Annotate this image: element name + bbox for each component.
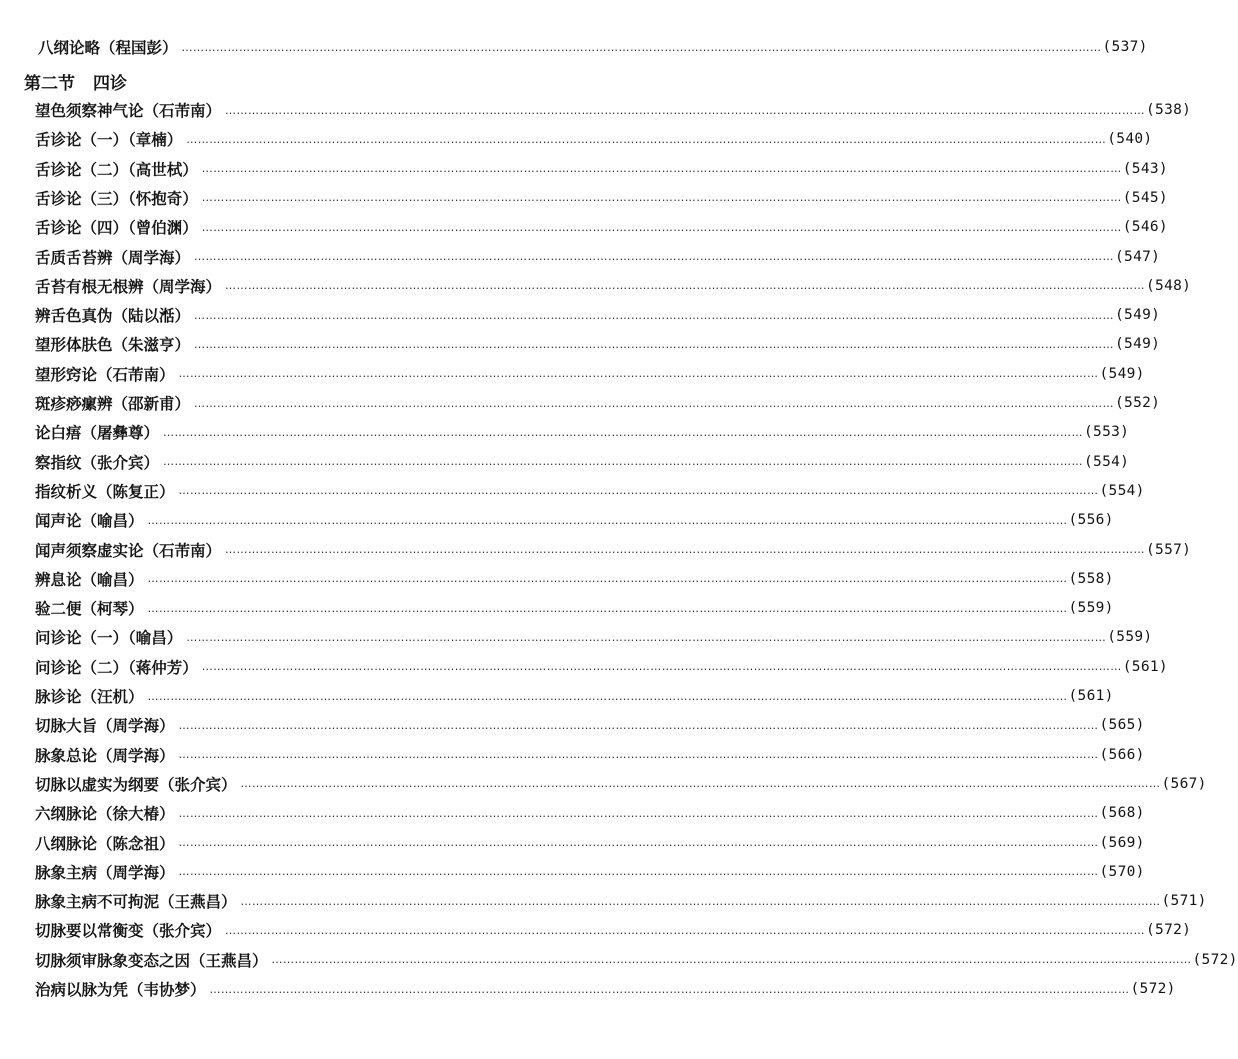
entry-title: 问诊论（二）（蒋仲芳） [35,658,198,677]
toc-entry [35,420,1130,444]
toc-entry [35,655,1168,679]
entry-title: 望形窍论（石芾南） [35,365,175,384]
entry-title: 舌诊论（三）（怀抱奇） [35,189,198,208]
entry-page-number: (568) [1099,805,1145,822]
toc-entry [35,127,1153,151]
dot-leader: …………………………………………………………………………………………………………………………………………………………………………………………………………………… [178,748,1099,762]
entry-title: 脉诊论（汪机） [35,688,144,706]
toc-entry [35,245,1161,269]
entry-title: 问诊论（一）（喻昌） [35,629,183,648]
toc-entry [35,186,1168,210]
section-title: 四诊 [93,73,127,94]
section-heading [24,66,127,96]
dot-leader: …………………………………………………………………………………………………………………………………………………………………………………………………………………… [271,953,1192,967]
dot-leader: …………………………………………………………………………………………………………………………………………………………………………………………………………………… [178,718,1099,732]
toc-entry [35,743,1145,767]
toc-entry [35,948,1238,972]
entry-page-number: (545) [1122,189,1168,206]
entry-title: 脉象主病不可拘泥（王燕昌） [35,893,237,912]
entry-page-number: (561) [1068,688,1114,704]
dot-leader: …………………………………………………………………………………………………………………………………………………………………………………………………………………… [178,865,1099,879]
entry-title: 脉象总论（周学海） [35,746,175,765]
entry-page-number: (548) [1146,277,1192,294]
dot-leader: …………………………………………………………………………………………………………………………………………………………………………………………………………………… [194,308,1115,322]
toc-entry [35,479,1145,503]
entry-title: 舌苔有根无根辨（周学海） [35,277,222,296]
dot-leader: …………………………………………………………………………………………………………………………………………………………………………………………………………………… [225,543,1146,556]
entry-title: 舌诊论（四）（曾伯渊） [35,219,198,238]
entry-title: 切脉以虚实为纲要（张介宾） [35,775,237,794]
dot-leader: …………………………………………………………………………………………………………………………………………………………………………………………………………………… [147,572,1068,586]
entry-title: 望色须察神气论（石芾南） [35,102,222,120]
toc-entry [35,977,1176,1001]
dot-leader: …………………………………………………………………………………………………………………………………………………………………………………………………………………… [147,689,1068,703]
toc-entry [35,567,1114,591]
entry-title: 八纲论略（程国彭） [38,39,178,57]
entry-page-number: (554) [1099,482,1145,499]
entry-page-number: (540) [1107,131,1153,148]
entry-page-number: (549) [1115,336,1161,353]
entry-page-number: (547) [1115,248,1161,265]
entry-page-number: (566) [1099,746,1145,763]
dot-leader: …………………………………………………………………………………………………………………………………………………………………………………………………………………… [178,806,1099,820]
entry-title: 察指纹（张介宾） [35,453,160,472]
entry-title: 辨息论（喻昌） [35,570,144,589]
entry-title: 斑疹痧瘰辨（邵新甫） [35,395,191,413]
dot-leader: …………………………………………………………………………………………………………………………………………………………………………………………………………………… [178,367,1099,381]
dot-leader: …………………………………………………………………………………………………………………………………………………………………………………………………………………… [194,250,1115,263]
entry-page-number: (553) [1084,424,1130,441]
toc-entry [35,918,1192,942]
toc-entry [35,157,1168,181]
dot-leader: …………………………………………………………………………………………………………………………………………………………………………………………………………………… [163,425,1084,439]
entry-page-number: (537) [1102,39,1148,55]
entry-page-number: (556) [1068,512,1114,529]
dot-leader: …………………………………………………………………………………………………………………………………………………………………………………………………………………… [201,162,1122,176]
entry-title: 论白痦（屠彝尊） [35,424,160,443]
entry-page-number: (538) [1146,102,1192,118]
dot-leader: …………………………………………………………………………………………………………………………………………………………………………………………………………………… [186,630,1107,644]
entry-page-number: (570) [1099,863,1145,880]
toc-entry [35,538,1192,562]
toc-entry [35,450,1130,474]
entry-title: 验二便（柯琴） [35,600,144,619]
dot-leader: …………………………………………………………………………………………………………………………………………………………………………………………………………………… [147,513,1068,527]
entry-title: 治病以脉为凭（韦协梦） [35,981,206,999]
entry-title: 辨舌色真伪（陆以湉） [35,307,191,326]
dot-leader: …………………………………………………………………………………………………………………………………………………………………………………………………………………… [163,455,1084,469]
dot-leader: …………………………………………………………………………………………………………………………………………………………………………………………………………………… [147,601,1068,615]
entry-page-number: (554) [1084,453,1130,470]
dot-leader: …………………………………………………………………………………………………………………………………………………………………………………………………………………… [201,220,1122,234]
entry-page-number: (572) [1192,951,1238,968]
entry-title: 指纹析义（陈复正） [35,482,175,501]
entry-title: 舌诊论（二）（高世栻） [35,160,198,179]
dot-leader: …………………………………………………………………………………………………………………………………………………………………………………………………………………… [201,191,1122,205]
entry-page-number: (549) [1099,365,1145,382]
entry-title: 切脉须审脉象变态之因（王燕昌） [35,951,268,970]
entry-title: 闻声须察虚实论（石芾南） [35,541,222,560]
entry-page-number: (559) [1107,629,1153,646]
entry-title: 八纲脉论（陈念祖） [35,834,175,853]
dot-leader: …………………………………………………………………………………………………………………………………………………………………………………………………………………… [240,894,1161,908]
dot-leader: …………………………………………………………………………………………………………………………………………………………………………………………………………………… [178,484,1099,498]
toc-entry [35,332,1161,356]
section-number: 第二节 [24,73,75,94]
toc-entry [35,391,1161,415]
toc-entry [35,625,1153,649]
entry-page-number: (549) [1115,307,1161,324]
toc-entry [35,215,1168,239]
entry-page-number: (569) [1099,834,1145,851]
entry-title: 舌诊论（一）（章楠） [35,131,183,150]
toc-entry [38,35,1148,59]
toc-entry [35,274,1192,298]
entry-title: 舌质舌苔辨（周学海） [35,248,191,267]
dot-leader: …………………………………………………………………………………………………………………………………………………………………………………………………………………… [201,660,1122,674]
toc-entry [35,508,1114,532]
dot-leader: …………………………………………………………………………………………………………………………………………………………………………………………………………………… [209,982,1130,996]
dot-leader: …………………………………………………………………………………………………………………………………………………………………………………………………………………… [225,923,1146,937]
entry-page-number: (557) [1146,541,1192,558]
dot-leader: …………………………………………………………………………………………………………………………………………………………………………………………………………………… [181,40,1102,54]
entry-title: 望形体肤色（朱滋亨） [35,336,191,355]
entry-title: 脉象主病（周学海） [35,863,175,882]
dot-leader: …………………………………………………………………………………………………………………………………………………………………………………………………………………… [186,132,1107,146]
entry-page-number: (558) [1068,570,1114,587]
entry-page-number: (572) [1146,922,1192,939]
entry-title: 六纲脉论（徐大椿） [35,805,175,824]
entry-title: 切脉要以常衡变（张介宾） [35,922,222,941]
toc-entry [35,801,1145,825]
toc-entry [35,684,1114,708]
toc-entry [35,596,1114,620]
entry-page-number: (567) [1161,775,1207,792]
entry-title: 闻声论（喻昌） [35,512,144,531]
dot-leader: …………………………………………………………………………………………………………………………………………………………………………………………………………………… [194,396,1115,410]
entry-page-number: (543) [1122,160,1168,177]
dot-leader: …………………………………………………………………………………………………………………………………………………………………………………………………………………… [194,337,1115,351]
entry-page-number: (561) [1122,658,1168,675]
dot-leader: …………………………………………………………………………………………………………………………………………………………………………………………………………………… [240,777,1161,791]
toc-entry [35,713,1145,737]
entry-page-number: (552) [1115,395,1161,411]
dot-leader: …………………………………………………………………………………………………………………………………………………………………………………………………………………… [225,279,1146,293]
dot-leader: …………………………………………………………………………………………………………………………………………………………………………………………………………………… [225,103,1146,117]
toc-entry [35,362,1145,386]
toc-entry [35,889,1207,913]
toc-entry [35,98,1192,122]
toc-entry [35,831,1145,855]
entry-page-number: (559) [1068,600,1114,617]
toc-entry [35,303,1161,327]
entry-page-number: (546) [1122,219,1168,236]
dot-leader: …………………………………………………………………………………………………………………………………………………………………………………………………………………… [178,836,1099,849]
entry-page-number: (572) [1130,981,1176,997]
entry-page-number: (565) [1099,717,1145,734]
entry-title: 切脉大旨（周学海） [35,717,175,736]
entry-page-number: (571) [1161,893,1207,910]
toc-entry [35,860,1145,884]
toc-entry [35,772,1207,796]
